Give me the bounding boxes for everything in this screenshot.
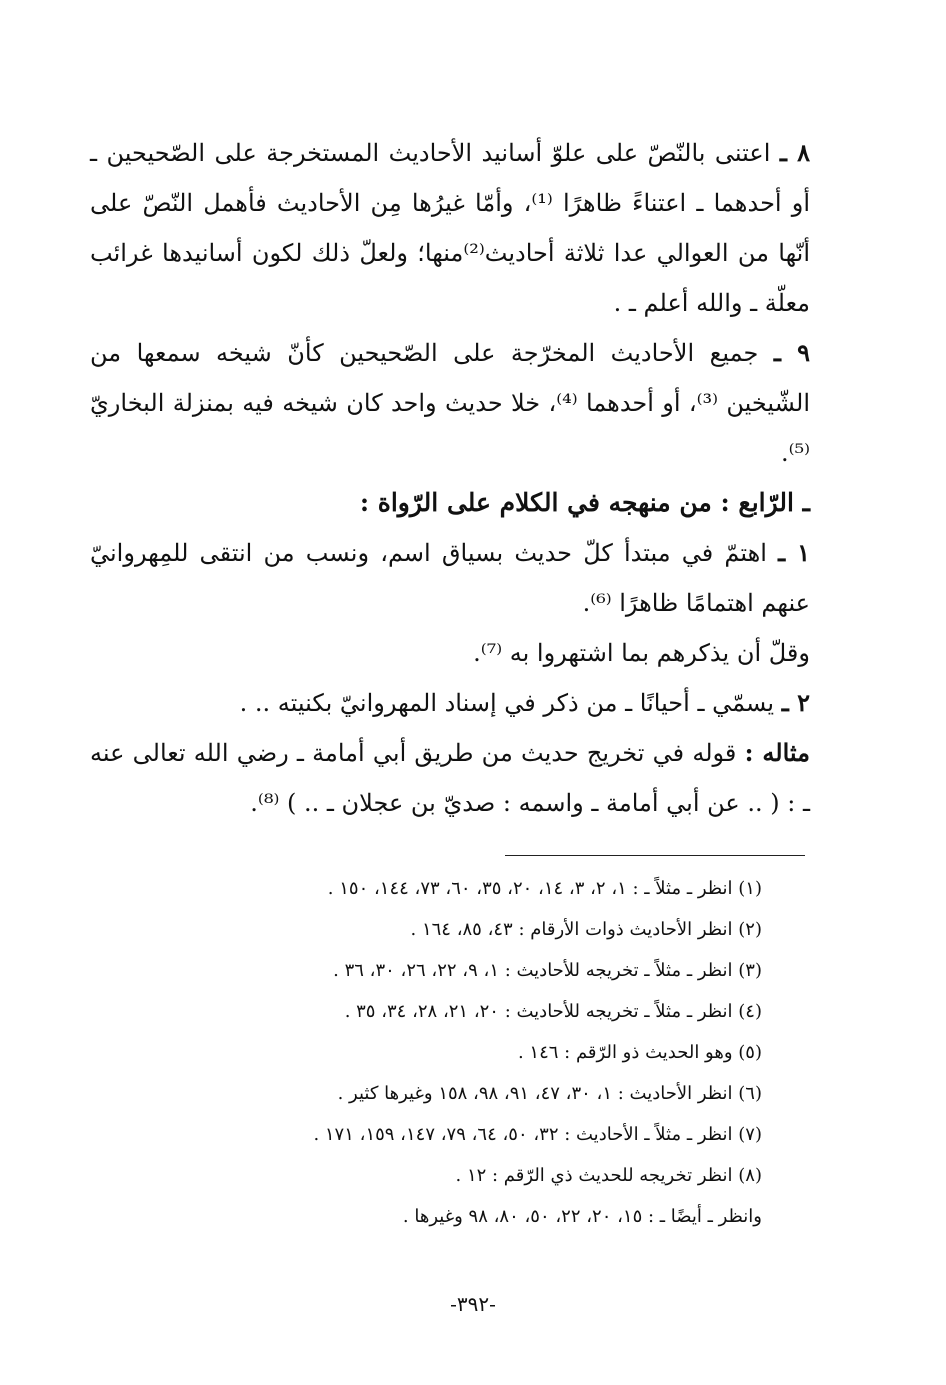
- footnote-8-continued: وانظر ـ أيضًا ـ : ١٥، ٢٠، ٢٢، ٥٠، ٨٠، ٩٨ وغيرها .: [402, 1206, 762, 1227]
- footnote-divider: [505, 855, 805, 856]
- item-number: ٨ ـ: [779, 138, 810, 167]
- paragraph-text: جميع الأحاديث المخرّجة على الصّحيحين كأنّ شيخه سمعها من الشّيخين ⁽³⁾، أو أحدهما ⁽⁴⁾، خلا حديث واحد كان شيخه فيه بمنزلة البخاريّ ⁽⁵⁾.: [90, 339, 810, 467]
- paragraph-2: [90, 678, 810, 728]
- footnote-2: (٢) انظر الأحاديث ذوات الأرقام : ٤٣، ٨٥، ١٦٤ .: [410, 919, 762, 940]
- paragraph-8: [90, 128, 810, 328]
- page-number: -٣٩٢-: [450, 1292, 496, 1316]
- paragraph-text: اهتمّ في مبتدأ كلّ حديث بسياق اسم، ونسب من انتقى للمِهروانيّ عنهم اهتمامًا ظاهرًا ⁽⁶⁾.: [90, 539, 810, 617]
- example-text: قوله في تخريج حديث من طريق أبي أمامة ـ رضي الله تعالى عنه ـ : ( .. عن أبي أمامة ـ واسمه : صديّ بن عجلان ـ .. ) ⁽⁸⁾.: [90, 739, 810, 817]
- footnote-6: (٦) انظر الأحاديث : ١، ٣٠، ٤٧، ٩١، ٩٨، ١٥٨ وغيرها كثير .: [337, 1083, 762, 1104]
- item-number: ٩ ـ: [773, 338, 810, 367]
- footnote-7: (٧) انظر ـ مثلاً ـ الأحاديث : ٣٢، ٥٠، ٦٤، ٧٩، ١٤٧، ١٥٩، ١٧١ .: [313, 1124, 762, 1145]
- example-paragraph: [90, 728, 810, 828]
- footnote-1: (١) انظر ـ مثلاً ـ : ١، ٢، ٣، ١٤، ٢٠، ٣٥، ٦٠، ٧٣، ١٤٤، ١٥٠ .: [327, 878, 762, 899]
- paragraph-text: يسمّي ـ أحيانًا ـ من ذكر في إسناد المهروانيّ بكنيته .. .: [239, 689, 775, 717]
- item-number: ٢ ـ: [781, 688, 810, 717]
- section-heading: ـ الرّابع : من منهجه في الكلام على الرّواة :: [359, 488, 810, 517]
- footnote-3: (٣) انظر ـ مثلاً ـ تخريجه للأحاديث : ١، ٩، ٢٢، ٢٦، ٣٠، ٣٦ .: [333, 960, 762, 981]
- item-number: ١ ـ: [778, 538, 811, 567]
- example-label: مثاله :: [744, 738, 810, 767]
- paragraph-1: [90, 528, 810, 628]
- main-text: [90, 128, 810, 828]
- paragraph-9: [90, 328, 810, 478]
- paragraph-1-continued: وقلّ أن يذكرهم بما اشتهروا به ⁽⁷⁾.: [473, 639, 810, 667]
- footnotes: [100, 868, 762, 1237]
- footnote-5: (٥) وهو الحديث ذو الرّقم : ١٤٦ .: [517, 1042, 762, 1063]
- footnote-8: (٨) انظر تخريجه للحديث ذي الرّقم : ١٢ .: [455, 1165, 762, 1186]
- paragraph-text: اعتنى بالنّصّ على علوّ أسانيد الأحاديث المستخرجة على الصّحيحين ـ أو أحدهما ـ اعتناءً ظاهرًا ⁽¹⁾، وأمّا غيرُها مِن الأحاديث فأهمل النّصّ على أنّها من العوالي عدا ثلاثة أحاديث⁽²⁾منها؛ ولعلّ ذلك لكون أسانيدها غرائب معلّة ـ والله أعلم ـ .: [90, 139, 811, 317]
- footnote-4: (٤) انظر ـ مثلاً ـ تخريجه للأحاديث : ٢٠، ٢١، ٢٨، ٣٤، ٣٥ .: [344, 1001, 762, 1022]
